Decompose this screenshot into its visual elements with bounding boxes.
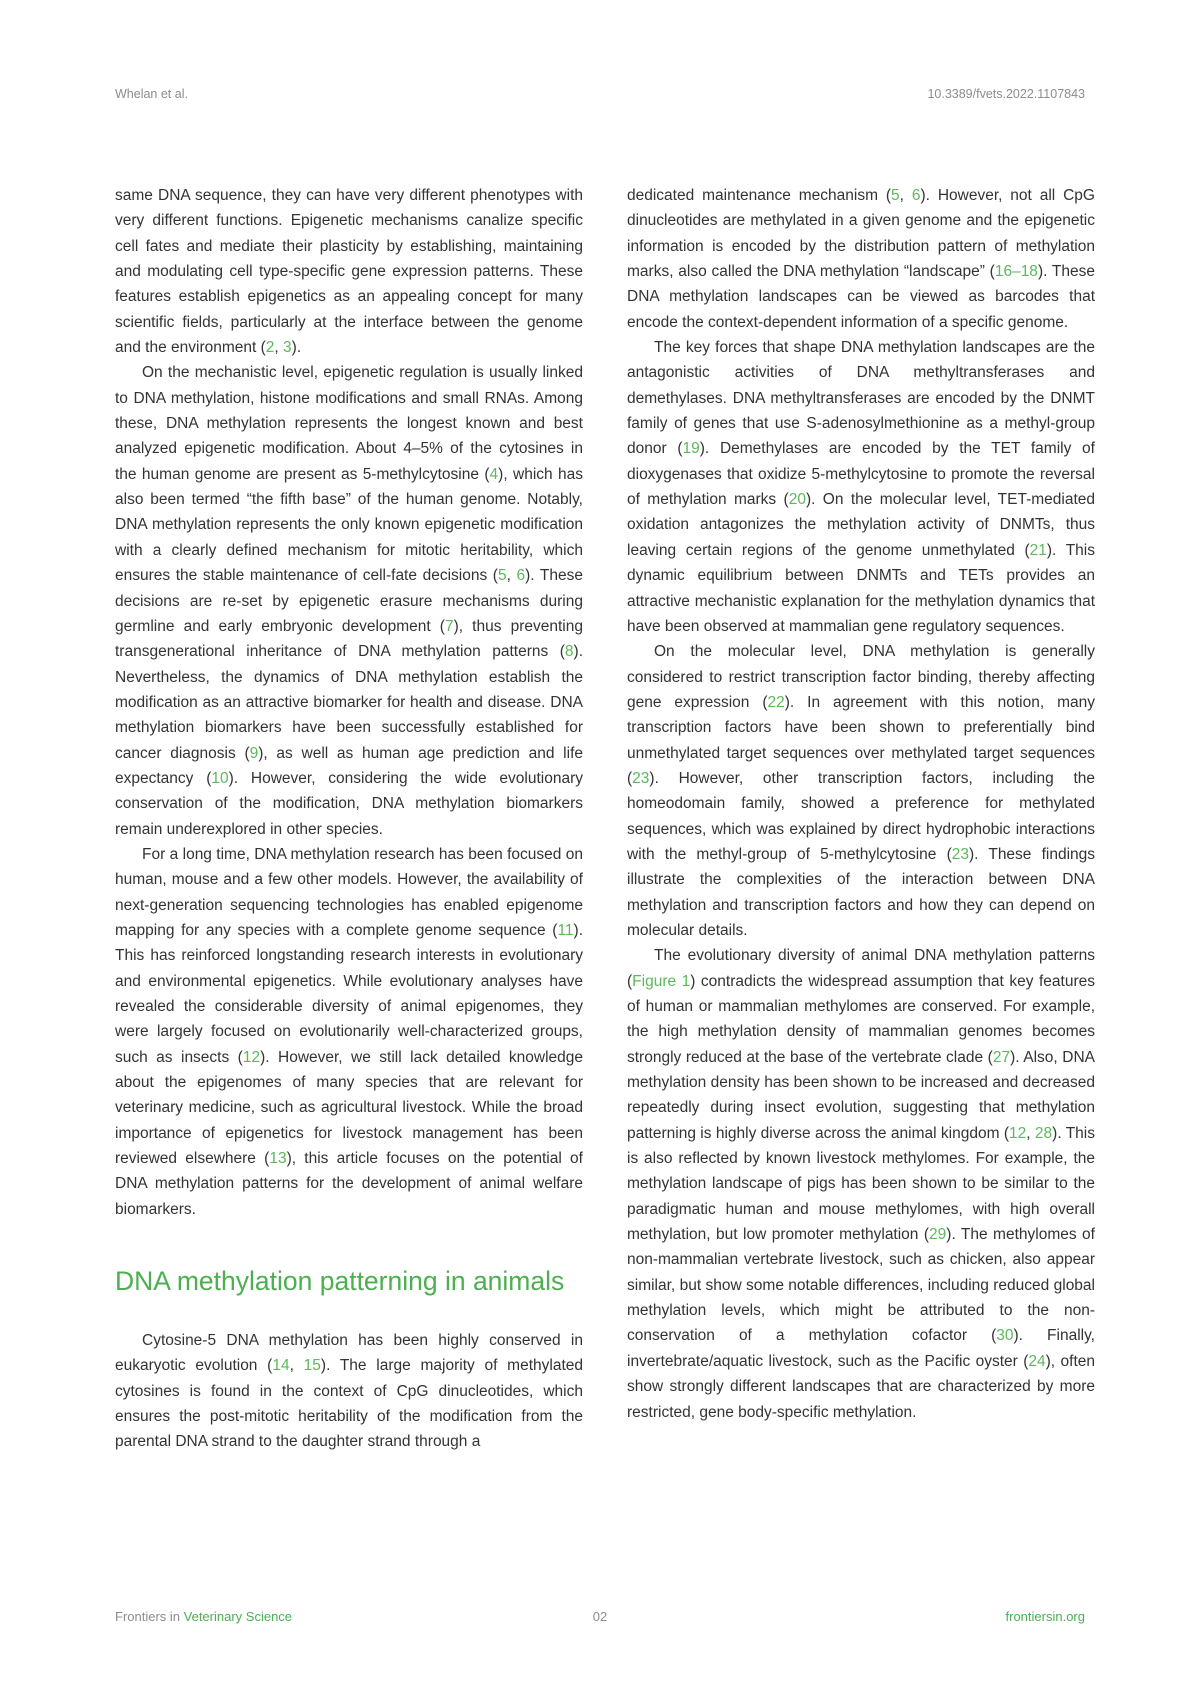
text-run: ). In agreement with this notion, many transcription factors have been shown to preferentially bind unmethylated target sequences over methylated target sequences ( (627, 693, 1095, 787)
citation-link[interactable]: 29 (929, 1226, 947, 1244)
text-run: ). These DNA methylation landscapes can be viewed as barcodes that encode the context-dependent information of a specific genome. (627, 263, 1095, 331)
citation-link[interactable]: 11 (557, 921, 574, 939)
text-run: same DNA sequence, they can have very different phenotypes with very different functions. Epigenetic mechanisms canalize specific cell fates and mediate their plasticity by establishing, maintaining and modulating cell type-specific gene expression patterns. These features establish epigenetics as an appealing concept for many scientific fields, particularly at the interface between the genome and the environment ( (115, 187, 583, 357)
left-column (115, 183, 583, 1455)
text-run: ). This has reinforced longstanding research interests in evolutionary and environmental epigenetics. While evolutionary analyses have revealed the considerable diversity of animal epigenomes, they were largely focused on evolutionarily well-characterized groups, such as insects ( (115, 921, 583, 1066)
text-run: The evolutionary diversity of animal DNA methylation patterns ( (627, 947, 1095, 990)
citation-link[interactable]: 12 (242, 1048, 261, 1066)
text-run: ). However, we still lack detailed knowledge about the epigenomes of many species that are relevant for veterinary medicine, such as agricultural livestock. While the broad importance of epigenetics for livestock management has been reviewed elsewhere ( (115, 1048, 583, 1168)
footer-site-link[interactable]: frontiersin.org (1005, 1609, 1085, 1624)
paragraph (627, 183, 1095, 335)
text-run: ). Nevertheless, the dynamics of DNA methylation establish the modification as an attractive biomarker for health and disease. DNA methylation biomarkers have been successfully established for cancer diagnosis ( (115, 643, 583, 762)
citation-link[interactable]: 10 (211, 769, 229, 787)
text-run: ). This is also reflected by known livestock methylomes. For example, the methylation landscape of pigs has been shown to be similar to the paradigmatic human and mouse methylomes, with high overall methylation, but low promoter methylation ( (627, 1124, 1095, 1244)
text-run: ), which has also been termed “the fifth base” of the human genome. Notably, DNA methylation represents the only known epigenetic modification with a clearly defined mechanism for mitotic heritability, which ensures the stable maintenance of cell-fate decisions ( (115, 465, 583, 585)
footer-journal-name[interactable]: Veterinary Science (183, 1609, 293, 1624)
paragraph (115, 183, 583, 360)
text-run: The key forces that shape DNA methylation landscapes are the antagonistic activities of DNA methyltransferases and demethylases. DNA methyltransferases are encoded by the DNMT family of genes that use S-adenosylmethionine as a methyl-group donor ( (627, 339, 1095, 458)
citation-link[interactable]: 21 (1029, 541, 1047, 559)
citation-link[interactable]: 3 (283, 339, 292, 357)
text-run: For a long time, DNA methylation research has been focused on human, mouse and a few other models. However, the availability of next-generation sequencing technologies has enabled epigenome mapping for any species with a complete genome sequence ( (115, 845, 583, 939)
citation-link[interactable]: 15 (303, 1357, 321, 1375)
citation-link[interactable]: 14 (272, 1357, 290, 1375)
text-run: On the molecular level, DNA methylation is generally considered to restrict transcription factor binding, thereby affecting gene expression ( (627, 643, 1095, 711)
citation-link[interactable]: 23 (632, 769, 650, 787)
text-run: ). The large majority of methylated cytosines is found in the context of CpG dinucleotides, which ensures the post-mitotic heritability of the modification from the parental DNA strand to the daughter strand through a (115, 1357, 583, 1451)
text-run: , (274, 339, 284, 357)
section-heading: DNA methylation patterning in animals (115, 1266, 565, 1297)
text-run: ). Also, DNA methylation density has been shown to be increased and decreased repeatedly during insect evolution, suggesting that methylation patterning is highly diverse across the animal kingdom ( (627, 1048, 1095, 1142)
citation-link[interactable]: 5 (891, 187, 900, 204)
text-run: , (899, 187, 912, 204)
text-run: , (1026, 1124, 1035, 1142)
citation-link[interactable]: 5 (497, 567, 507, 585)
citation-link[interactable]: 12 (1009, 1124, 1027, 1142)
citation-link[interactable]: 28 (1034, 1124, 1053, 1142)
paragraph (627, 943, 1095, 1425)
citation-link[interactable]: 27 (992, 1048, 1011, 1066)
text-run: ). The methylomes of non-mammalian vertebrate livestock, such as chicken, also appear similar, but show some notable differences, including reduced global methylation levels, which might be attributed to the non-conservation of a methylation cofactor ( (627, 1226, 1095, 1345)
page-number: 02 (592, 1609, 608, 1624)
citation-link[interactable]: 16–18 (994, 263, 1038, 281)
text-run: ). (291, 339, 302, 357)
text-run: ). However, other transcription factors, including the homeodomain family, showed a preference for methylated sequences, which was explained by direct hydrophobic interactions with the methyl-group of 5-methylcytosine ( (627, 769, 1095, 863)
text-run: ), this article focuses on the potential of DNA methylation patterns for the development of animal welfare biomarkers. (115, 1150, 583, 1218)
citation-link[interactable]: 30 (996, 1327, 1014, 1345)
paragraph (627, 335, 1095, 639)
text-run: ) contradicts the widespread assumption that key features of human or mammalian methylomes are conserved. For example, the high methylation density of mammalian genomes becomes strongly reduced at the base of the vertebrate clade ( (627, 972, 1095, 1066)
text-run: ). Demethylases are encoded by the TET family of dioxygenases that oxidize 5-methylcytosine to promote the reversal of methylation marks ( (627, 440, 1095, 509)
text-run: ). This dynamic equilibrium between DNMTs and TETs provides an attractive mechanistic explanation for the methylation dynamics that have been observed at mammalian gene regulatory sequences. (627, 541, 1095, 635)
text-run: ), often show strongly different landscapes that are characterized by more restricted, gene body-specific methylation. (627, 1352, 1095, 1421)
text-run: ). These decisions are re-set by epigenetic erasure mechanisms during germline and early embryonic development ( (115, 567, 583, 635)
citation-link[interactable]: 20 (788, 491, 806, 509)
figure-link[interactable]: Figure 1 (632, 972, 691, 990)
citation-link[interactable]: 22 (767, 693, 785, 711)
citation-link[interactable]: 8 (564, 643, 574, 661)
text-run: ), as well as human age prediction and life expectancy ( (115, 744, 583, 787)
text-run: ). Finally, invertebrate/aquatic livestock, such as the Pacific oyster ( (627, 1327, 1095, 1370)
citation-link[interactable]: 6 (516, 567, 526, 585)
running-header-doi: 10.3389/fvets.2022.1107843 (927, 87, 1085, 101)
paragraph (627, 639, 1095, 943)
text-run: , (506, 567, 517, 585)
paragraph (115, 1328, 583, 1455)
text-run: ). However, considering the wide evolutionary conservation of the modification, DNA methylation biomarkers remain underexplored in other species. (115, 769, 583, 838)
text-run: ). These findings illustrate the complexities of the interaction between DNA methylation and transcription factors and how they can depend on molecular details. (627, 845, 1096, 939)
citation-link[interactable]: 19 (682, 440, 700, 458)
paragraph (115, 842, 583, 1222)
text-run: , (289, 1357, 304, 1375)
text-run: ). On the molecular level, TET-mediated oxidation antagonizes the methylation activity of DNMTs, thus leaving certain regions of the genome unmethylated ( (627, 491, 1095, 559)
citation-link[interactable]: 7 (444, 617, 454, 635)
citation-link[interactable]: 6 (911, 187, 921, 204)
footer-journal-prefix: Frontiers in (115, 1609, 184, 1624)
citation-link[interactable]: 9 (249, 744, 259, 762)
paragraph (115, 360, 583, 842)
citation-link[interactable]: 4 (489, 465, 499, 483)
right-column (627, 183, 1095, 1425)
text-run: On the mechanistic level, epigenetic regulation is usually linked to DNA methylation, histone modifications and small RNAs. Among these, DNA methylation represents the longest known and best analyzed epigenetic modification. About 4–5% of the cytosines in the human genome are present as 5-methylcytosine ( (115, 364, 583, 483)
citation-link[interactable]: 2 (265, 339, 275, 357)
citation-link[interactable]: 13 (269, 1150, 287, 1168)
running-header-authors: Whelan et al. (115, 87, 188, 101)
citation-link[interactable]: 23 (951, 845, 969, 863)
text-run: ), thus preventing transgenerational inheritance of DNA methylation patterns ( (115, 617, 583, 661)
citation-link[interactable]: 24 (1028, 1352, 1046, 1370)
text-run: Cytosine-5 DNA methylation has been highly conserved in eukaryotic evolution ( (115, 1332, 583, 1375)
text-run: dedicated maintenance mechanism ( (627, 187, 892, 204)
text-run: ). However, not all CpG dinucleotides are methylated in a given genome and the epigenetic information is encoded by the distribution pattern of methylation marks, also called the DNA methylation “landscape” ( (627, 187, 1095, 281)
